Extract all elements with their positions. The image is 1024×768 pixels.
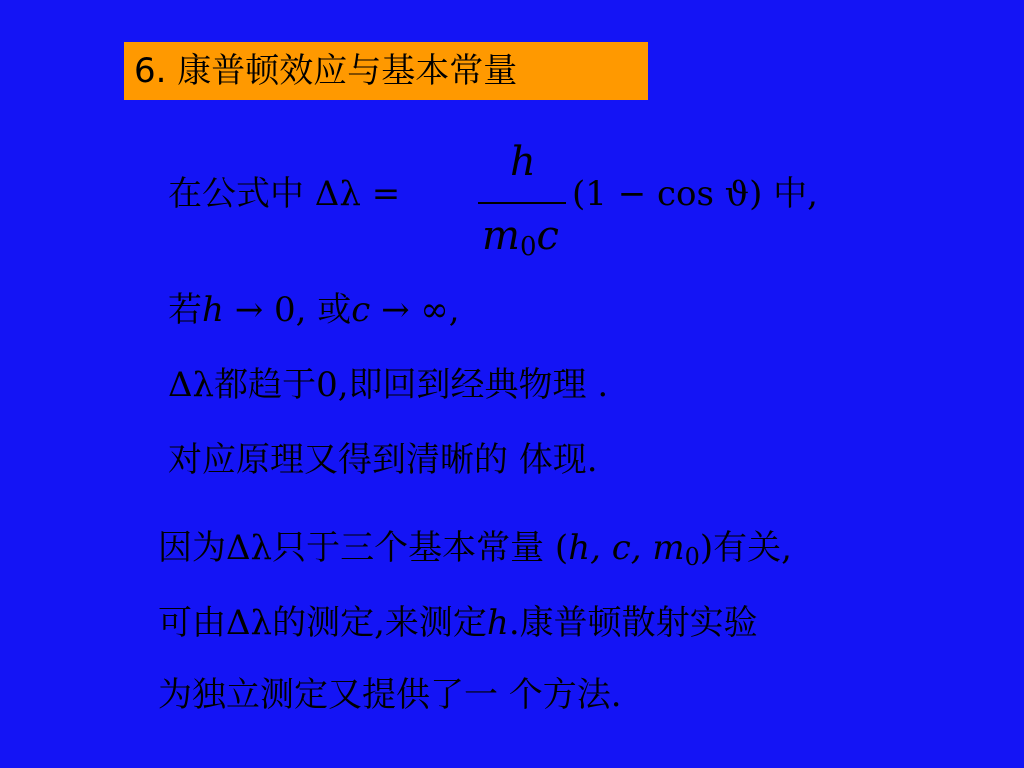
denominator-c: c	[536, 213, 559, 259]
fraction-h-over-m0c	[478, 140, 568, 268]
formula-suffix: (1 − cos ϑ) 中,	[572, 174, 818, 214]
l4-end: )有关,	[699, 528, 792, 568]
l4-vars: h, c, m	[568, 528, 685, 568]
l1-end: → ∞,	[370, 290, 460, 330]
l5-end: .康普顿散射实验	[508, 603, 758, 643]
l1-mid: → 0, 或	[223, 290, 352, 330]
text-line-4	[158, 528, 792, 577]
l5-h: h	[486, 603, 509, 643]
l4-subscript: 0	[684, 543, 700, 571]
denominator-m: m	[482, 213, 520, 259]
l1-h: h	[202, 290, 224, 330]
l1-prefix: 若	[168, 290, 202, 330]
denominator-subscript: 0	[519, 232, 537, 262]
text-line-5	[158, 603, 758, 643]
fraction-bar	[478, 202, 566, 204]
text-line-2: Δλ都趋于0,即回到经典物理 .	[168, 365, 609, 405]
fraction-denominator	[482, 214, 559, 269]
l5-prefix: 可由Δλ的测定,来测定	[158, 603, 487, 643]
text-line-6: 为独立测定又提供了一 个方法.	[158, 675, 622, 715]
l4-prefix: 因为Δλ只于三个基本常量 (	[158, 528, 569, 568]
slide-title: 6. 康普顿效应与基本常量	[124, 42, 648, 100]
text-line-3: 对应原理又得到清晰的 体现.	[168, 440, 598, 480]
formula-prefix: 在公式中 Δλ =	[168, 174, 401, 214]
text-line-1	[168, 290, 460, 330]
l1-c: c	[351, 290, 371, 330]
fraction-numerator: h	[510, 139, 536, 185]
